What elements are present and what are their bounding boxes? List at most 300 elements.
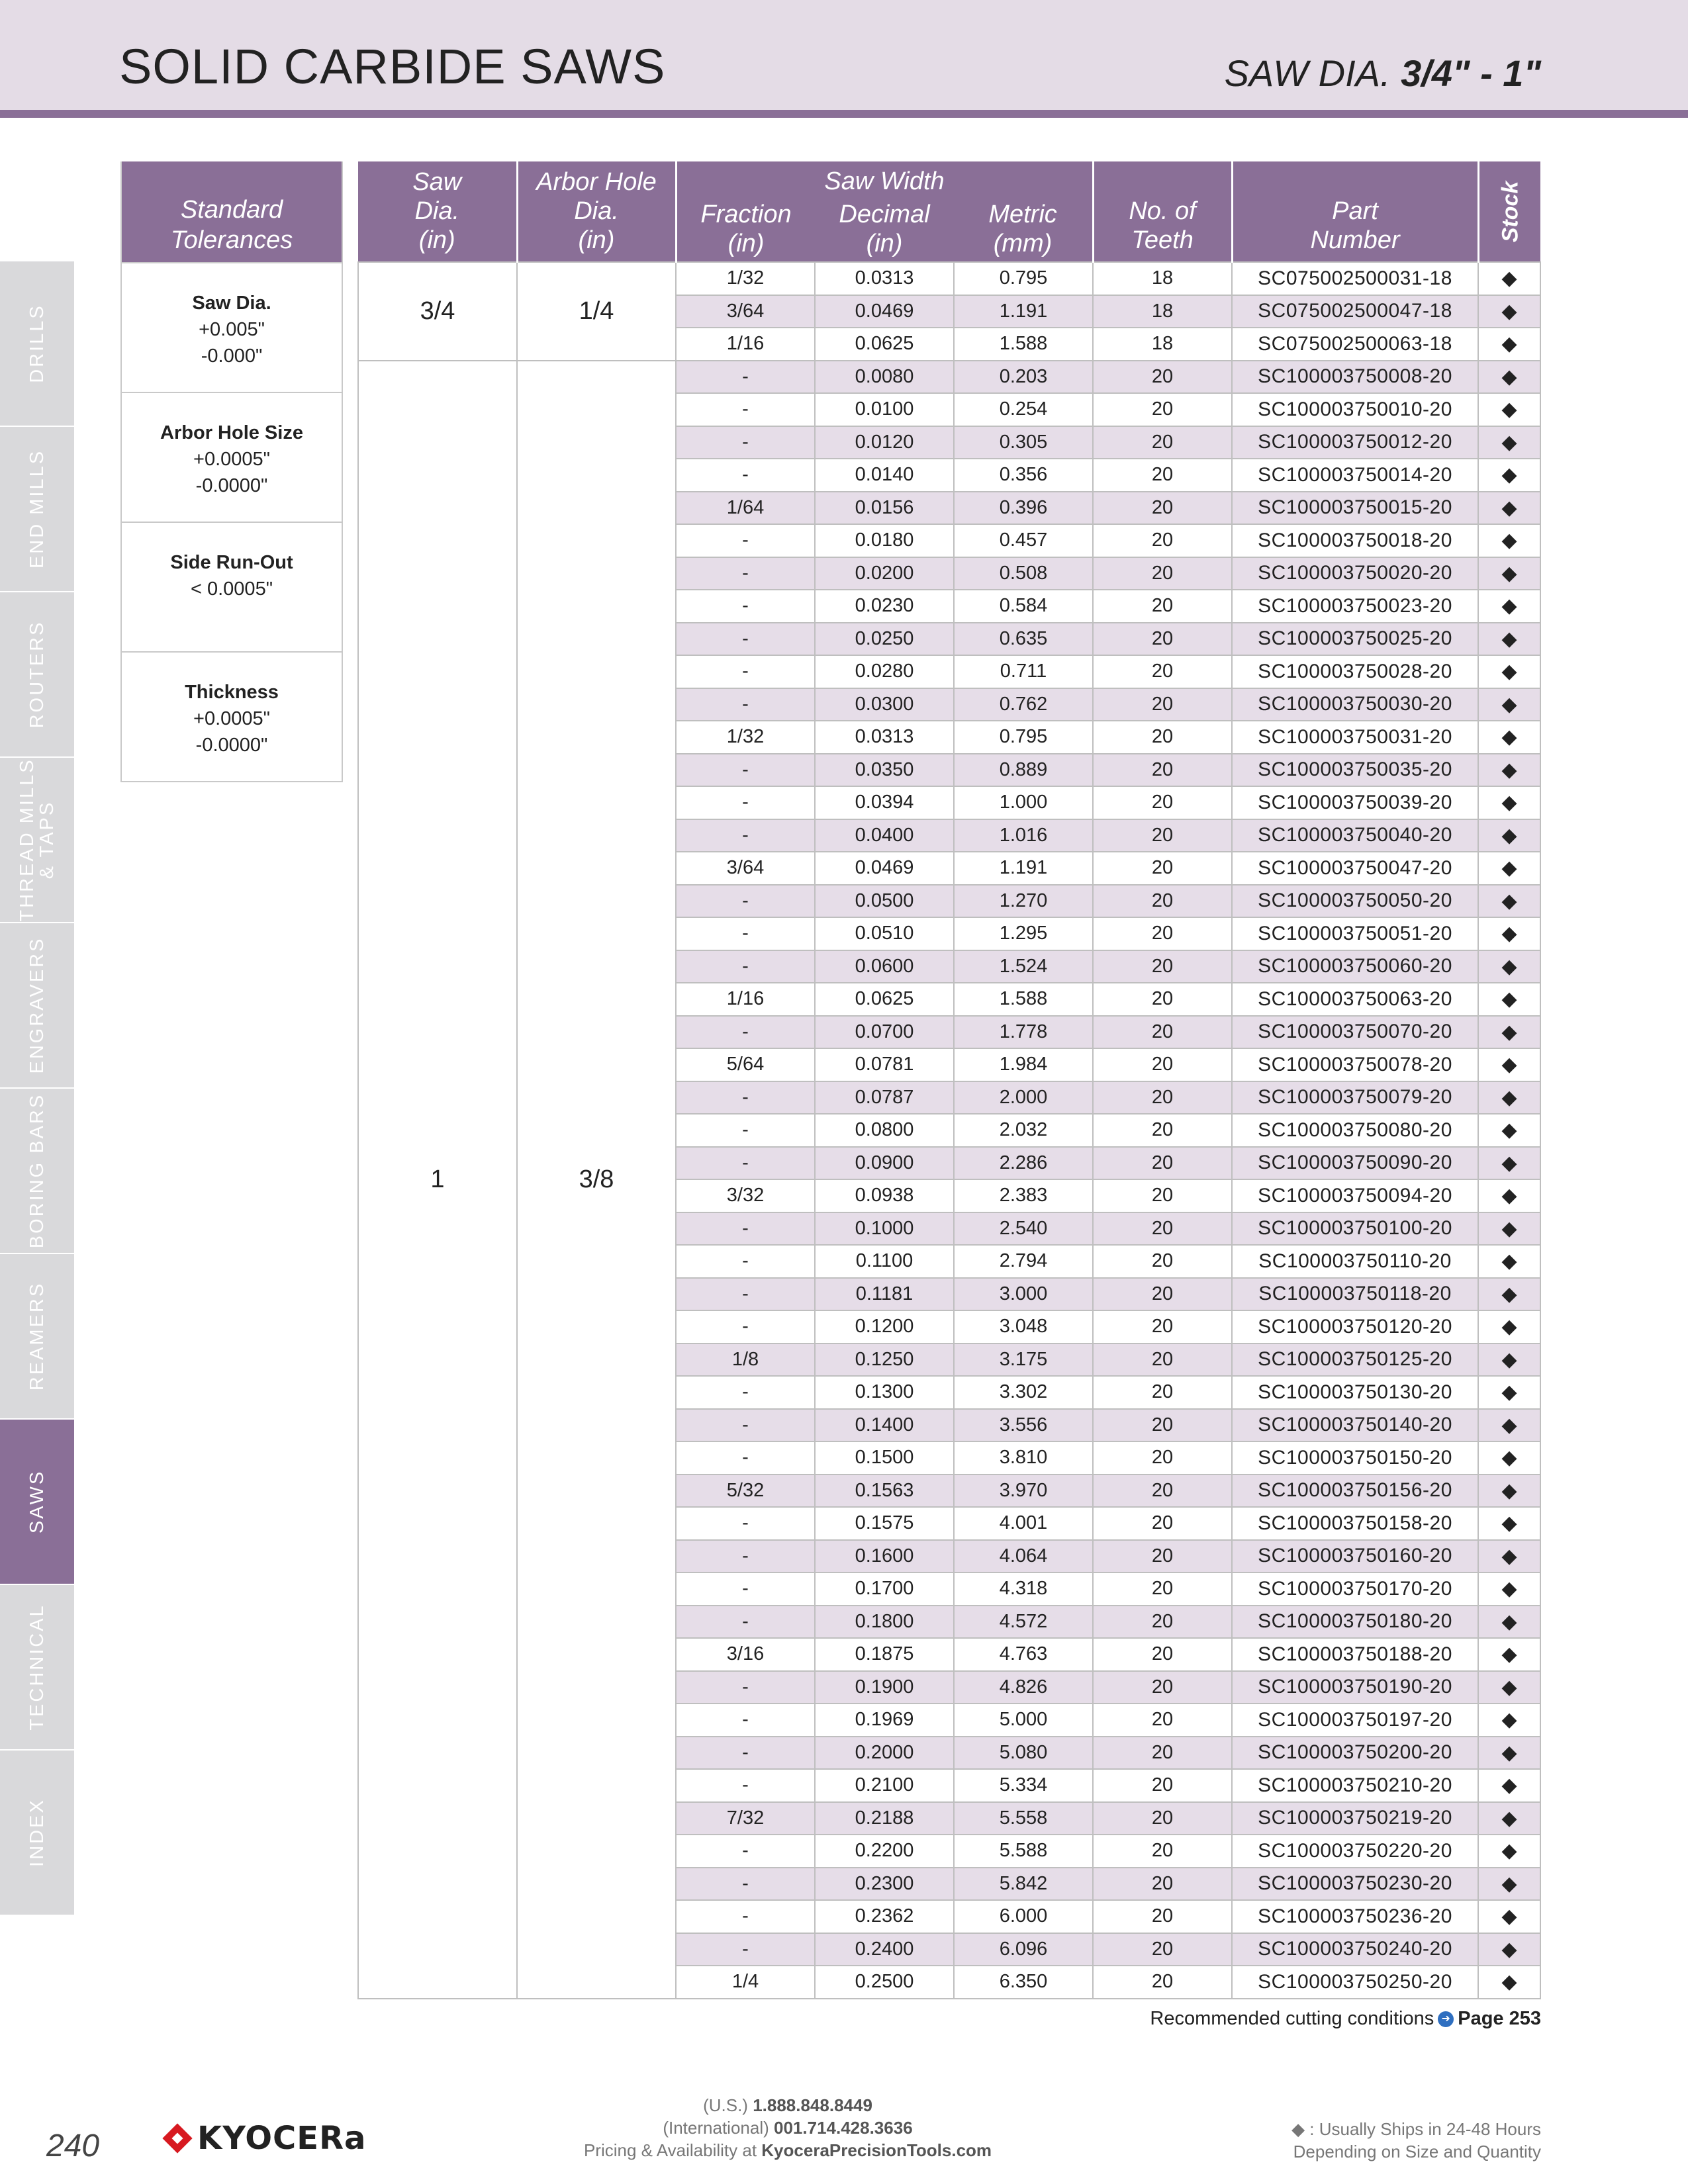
stock-diamond-icon: ◆ (1478, 1507, 1540, 1540)
website-link[interactable]: KyoceraPrecisionTools.com (761, 2140, 992, 2160)
part-number-cell: SC100003750050-20 (1232, 885, 1478, 918)
metric-cell: 4.763 (954, 1638, 1093, 1671)
stock-diamond-icon: ◆ (1478, 786, 1540, 819)
header-teeth: No. of Teeth (1093, 161, 1232, 262)
teeth-cell: 20 (1093, 1671, 1232, 1704)
decimal-cell: 0.0080 (815, 361, 954, 394)
stock-diamond-icon: ◆ (1478, 1278, 1540, 1311)
metric-cell: 1.778 (954, 1016, 1093, 1049)
tab-label-line: & TAPS (36, 800, 58, 880)
part-number-cell: SC100003750051-20 (1232, 917, 1478, 950)
metric-cell: 4.826 (954, 1671, 1093, 1704)
metric-cell: 0.635 (954, 623, 1093, 656)
fraction-cell: - (676, 655, 815, 688)
metric-cell: 2.032 (954, 1114, 1093, 1147)
decimal-cell: 0.1181 (815, 1278, 954, 1311)
stock-diamond-icon: ◆ (1478, 1016, 1540, 1049)
metric-cell: 3.556 (954, 1409, 1093, 1442)
metric-cell: 5.080 (954, 1737, 1093, 1770)
saw-dia-cell: 1 (358, 361, 517, 1999)
teeth-cell: 20 (1093, 1704, 1232, 1737)
tab-end-mills[interactable] (0, 427, 74, 591)
stock-diamond-icon: ◆ (1478, 950, 1540, 983)
fraction-cell: 1/64 (676, 492, 815, 525)
tab-label: INDEX (26, 1798, 48, 1867)
part-number-cell: SC100003750014-20 (1232, 459, 1478, 492)
stock-diamond-icon: ◆ (1478, 1212, 1540, 1246)
tab-thread-mills-taps[interactable] (0, 758, 74, 922)
teeth-cell: 18 (1093, 328, 1232, 361)
tab-reamers[interactable] (0, 1254, 74, 1418)
metric-cell: 3.970 (954, 1475, 1093, 1508)
stock-diamond-icon: ◆ (1478, 1376, 1540, 1409)
decimal-cell: 0.0469 (815, 852, 954, 885)
metric-cell: 1.000 (954, 786, 1093, 819)
fraction-cell: - (676, 1081, 815, 1115)
fraction-cell: - (676, 688, 815, 721)
teeth-cell: 20 (1093, 819, 1232, 852)
tab-label: BORING BARS (26, 1093, 48, 1249)
decimal-cell: 0.0200 (815, 557, 954, 590)
decimal-cell: 0.0938 (815, 1179, 954, 1212)
tab-label: END MILLS (26, 449, 48, 569)
metric-cell: 1.016 (954, 819, 1093, 852)
fraction-cell: - (676, 1409, 815, 1442)
stock-diamond-icon: ◆ (1478, 590, 1540, 623)
fraction-cell: 1/32 (676, 721, 815, 754)
metric-cell: 2.000 (954, 1081, 1093, 1115)
fraction-cell: 3/16 (676, 1638, 815, 1671)
fraction-cell: - (676, 1441, 815, 1475)
decimal-cell: 0.0156 (815, 492, 954, 525)
part-number-cell: SC100003750039-20 (1232, 786, 1478, 819)
tolerances-heading-line: Standard (180, 196, 283, 224)
part-number-cell: SC100003750140-20 (1232, 1409, 1478, 1442)
metric-cell: 2.540 (954, 1212, 1093, 1246)
teeth-cell: 20 (1093, 1245, 1232, 1278)
teeth-cell: 20 (1093, 983, 1232, 1016)
teeth-cell: 20 (1093, 1409, 1232, 1442)
part-number-cell: SC100003750158-20 (1232, 1507, 1478, 1540)
tab-routers[interactable] (0, 592, 74, 756)
part-number-cell: SC100003750230-20 (1232, 1868, 1478, 1901)
stock-diamond-icon: ◆ (1478, 917, 1540, 950)
teeth-cell: 20 (1093, 1540, 1232, 1573)
fraction-cell: 1/32 (676, 262, 815, 295)
part-number-cell: SC100003750188-20 (1232, 1638, 1478, 1671)
metric-cell: 0.711 (954, 655, 1093, 688)
fraction-cell: - (676, 1769, 815, 1802)
header-decimal: Decimal (in) (839, 201, 930, 257)
teeth-cell: 20 (1093, 361, 1232, 394)
fraction-cell: - (676, 1540, 815, 1573)
metric-cell: 1.295 (954, 917, 1093, 950)
fraction-cell: - (676, 786, 815, 819)
tolerances-heading-line: Tolerances (170, 226, 293, 254)
metric-cell: 0.254 (954, 393, 1093, 426)
header-metric: Metric (mm) (988, 201, 1057, 257)
fraction-cell: - (676, 754, 815, 787)
stock-diamond-icon: ◆ (1478, 1737, 1540, 1770)
part-number-cell: SC100003750031-20 (1232, 721, 1478, 754)
stock-diamond-icon: ◆ (1478, 852, 1540, 885)
decimal-cell: 0.0781 (815, 1048, 954, 1081)
teeth-cell: 20 (1093, 1441, 1232, 1475)
part-number-cell: SC075002500031-18 (1232, 262, 1478, 295)
decimal-cell: 0.0120 (815, 426, 954, 459)
teeth-cell: 20 (1093, 426, 1232, 459)
stock-diamond-icon: ◆ (1478, 1769, 1540, 1802)
metric-cell: 2.286 (954, 1147, 1093, 1180)
part-number-cell: SC100003750020-20 (1232, 557, 1478, 590)
stock-diamond-icon: ◆ (1478, 1343, 1540, 1377)
tab-index[interactable] (0, 1751, 74, 1915)
decimal-cell: 0.0400 (815, 819, 954, 852)
tab-saws[interactable] (0, 1420, 74, 1584)
tolerance-name: Side Run-Out (170, 552, 293, 573)
teeth-cell: 20 (1093, 1966, 1232, 1999)
saw-dia-cell: 3/4 (358, 262, 517, 361)
decimal-cell: 0.1600 (815, 1540, 954, 1573)
part-number-cell: SC100003750150-20 (1232, 1441, 1478, 1475)
stock-diamond-icon: ◆ (1478, 721, 1540, 754)
tab-boring-bars[interactable] (0, 1089, 74, 1253)
decimal-cell: 0.1875 (815, 1638, 954, 1671)
metric-cell: 1.191 (954, 295, 1093, 328)
decimal-cell: 0.0280 (815, 655, 954, 688)
metric-cell: 0.396 (954, 492, 1093, 525)
website-line: Pricing & Availability at KyoceraPrecisionTools.com (583, 2140, 992, 2160)
fraction-cell: 1/4 (676, 1966, 815, 1999)
decimal-cell: 0.1575 (815, 1507, 954, 1540)
teeth-cell: 20 (1093, 1081, 1232, 1115)
tolerance-item (122, 651, 342, 781)
metric-cell: 6.096 (954, 1933, 1093, 1966)
stock-diamond-icon: ◆ (1478, 754, 1540, 787)
decimal-cell: 0.2300 (815, 1868, 954, 1901)
metric-cell: 0.795 (954, 721, 1093, 754)
subtitle-range: 3/4" - 1" (1401, 52, 1541, 94)
metric-cell: 5.588 (954, 1835, 1093, 1868)
part-number-cell: SC100003750078-20 (1232, 1048, 1478, 1081)
table-row (358, 262, 1540, 295)
metric-cell: 5.334 (954, 1769, 1093, 1802)
shipping-line: Depending on Size and Quantity (1293, 2142, 1541, 2161)
recommended-conditions[interactable] (1150, 2008, 1541, 2030)
stock-diamond-icon: ◆ (1478, 1441, 1540, 1475)
stock-diamond-icon: ◆ (1478, 688, 1540, 721)
header-part-number: Part Number (1232, 161, 1478, 262)
page-number: 240 (46, 2128, 100, 2163)
decimal-cell: 0.0313 (815, 262, 954, 295)
teeth-cell: 20 (1093, 1475, 1232, 1508)
teeth-cell: 20 (1093, 786, 1232, 819)
fraction-cell: - (676, 1572, 815, 1606)
logo-text: KYOCERa (197, 2120, 367, 2157)
metric-cell: 0.889 (954, 754, 1093, 787)
fraction-cell: - (676, 393, 815, 426)
decimal-cell: 0.2188 (815, 1802, 954, 1835)
decimal-cell: 0.2400 (815, 1933, 954, 1966)
tab-label: REAMERS (26, 1281, 48, 1391)
recommend-page-link[interactable]: Page 253 (1458, 2008, 1541, 2029)
teeth-cell: 20 (1093, 524, 1232, 557)
tab-label (17, 758, 57, 921)
tab-label-line: THREAD MILLS (17, 758, 38, 922)
tab-label: SAWS (26, 1469, 48, 1534)
teeth-cell: 20 (1093, 393, 1232, 426)
tolerance-value: +0.005" (199, 319, 265, 340)
tab-label: ROUTERS (26, 620, 48, 729)
stock-diamond-icon: ◆ (1478, 1245, 1540, 1278)
tab-technical[interactable] (0, 1585, 74, 1749)
part-number-cell: SC100003750100-20 (1232, 1212, 1478, 1246)
decimal-cell: 0.0800 (815, 1114, 954, 1147)
page-header (0, 0, 1688, 110)
decimal-cell: 0.1900 (815, 1671, 954, 1704)
fraction-cell: - (676, 426, 815, 459)
metric-cell: 0.795 (954, 262, 1093, 295)
stock-diamond-icon: ◆ (1478, 426, 1540, 459)
part-number-cell: SC100003750023-20 (1232, 590, 1478, 623)
metric-cell: 2.794 (954, 1245, 1093, 1278)
teeth-cell: 20 (1093, 1572, 1232, 1606)
fraction-cell: - (676, 1507, 815, 1540)
teeth-cell: 20 (1093, 492, 1232, 525)
decimal-cell: 0.0230 (815, 590, 954, 623)
table-header-row (358, 161, 1540, 262)
stock-diamond-icon: ◆ (1478, 295, 1540, 328)
stock-diamond-icon: ◆ (1478, 1572, 1540, 1606)
stock-diamond-icon: ◆ (1478, 328, 1540, 361)
part-number-cell: SC100003750210-20 (1232, 1769, 1478, 1802)
metric-cell: 0.203 (954, 361, 1093, 394)
metric-cell: 4.001 (954, 1507, 1093, 1540)
fraction-cell: - (676, 1933, 815, 1966)
decimal-cell: 0.1700 (815, 1572, 954, 1606)
table-row (358, 361, 1540, 394)
decimal-cell: 0.1100 (815, 1245, 954, 1278)
teeth-cell: 20 (1093, 1835, 1232, 1868)
stock-diamond-icon: ◆ (1478, 1310, 1540, 1343)
part-number-cell: SC100003750070-20 (1232, 1016, 1478, 1049)
decimal-cell: 0.2362 (815, 1900, 954, 1933)
part-number-cell: SC100003750047-20 (1232, 852, 1478, 885)
part-number-cell: SC100003750240-20 (1232, 1933, 1478, 1966)
page-title: SOLID CARBIDE SAWS (119, 39, 666, 94)
teeth-cell: 20 (1093, 1900, 1232, 1933)
fraction-cell: 3/64 (676, 295, 815, 328)
table-body (358, 262, 1540, 1999)
header-fraction: Fraction (in) (700, 201, 792, 257)
decimal-cell: 0.0600 (815, 950, 954, 983)
metric-cell: 3.810 (954, 1441, 1093, 1475)
stock-diamond-icon: ◆ (1478, 1114, 1540, 1147)
decimal-cell: 0.2500 (815, 1966, 954, 1999)
stock-diamond-icon: ◆ (1478, 1704, 1540, 1737)
intl-phone-line: (International) 001.714.428.3636 (663, 2118, 913, 2138)
tolerance-name: Arbor Hole Size (160, 422, 303, 443)
tab-engravers[interactable] (0, 923, 74, 1087)
stock-diamond-icon: ◆ (1478, 1081, 1540, 1115)
part-number-cell: SC100003750200-20 (1232, 1737, 1478, 1770)
teeth-cell: 20 (1093, 885, 1232, 918)
fraction-cell: - (676, 1606, 815, 1639)
fraction-cell: - (676, 1671, 815, 1704)
decimal-cell: 0.1000 (815, 1212, 954, 1246)
stock-diamond-icon: ◆ (1478, 1671, 1540, 1704)
part-number-cell: SC100003750010-20 (1232, 393, 1478, 426)
shipping-line: ◆ : Usually Ships in 24-48 Hours (1291, 2119, 1541, 2139)
decimal-cell: 0.2000 (815, 1737, 954, 1770)
fraction-cell: 1/16 (676, 983, 815, 1016)
part-number-cell: SC100003750190-20 (1232, 1671, 1478, 1704)
teeth-cell: 20 (1093, 459, 1232, 492)
teeth-cell: 20 (1093, 1638, 1232, 1671)
metric-cell: 3.175 (954, 1343, 1093, 1377)
fraction-cell: - (676, 623, 815, 656)
tolerance-item (122, 262, 342, 392)
tolerance-name: Thickness (185, 682, 279, 703)
decimal-cell: 0.0625 (815, 983, 954, 1016)
fraction-cell: - (676, 1835, 815, 1868)
stock-diamond-icon: ◆ (1478, 1147, 1540, 1180)
stock-diamond-icon: ◆ (1478, 459, 1540, 492)
stock-diamond-icon: ◆ (1478, 1900, 1540, 1933)
stock-diamond-icon: ◆ (1478, 1409, 1540, 1442)
decimal-cell: 0.2100 (815, 1769, 954, 1802)
teeth-cell: 20 (1093, 688, 1232, 721)
contact-info (576, 2094, 1000, 2161)
us-phone-line: (U.S.) 1.888.848.8449 (703, 2095, 872, 2115)
stock-diamond-icon: ◆ (1478, 1638, 1540, 1671)
metric-cell: 1.588 (954, 328, 1093, 361)
teeth-cell: 20 (1093, 623, 1232, 656)
decimal-cell: 0.0900 (815, 1147, 954, 1180)
part-number-cell: SC100003750160-20 (1232, 1540, 1478, 1573)
header-saw-width (676, 161, 1093, 262)
stock-diamond-icon: ◆ (1478, 1933, 1540, 1966)
fraction-cell: - (676, 1737, 815, 1770)
fraction-cell: - (676, 590, 815, 623)
stock-diamond-icon: ◆ (1478, 983, 1540, 1016)
fraction-cell: - (676, 819, 815, 852)
page-subtitle (1225, 52, 1541, 95)
fraction-cell: - (676, 950, 815, 983)
teeth-cell: 20 (1093, 1737, 1232, 1770)
fraction-cell: - (676, 1278, 815, 1311)
saws-table (357, 161, 1541, 1999)
fraction-cell: - (676, 1704, 815, 1737)
tolerance-value: < 0.0005" (191, 578, 273, 600)
metric-cell: 1.270 (954, 885, 1093, 918)
teeth-cell: 20 (1093, 655, 1232, 688)
metric-cell: 4.064 (954, 1540, 1093, 1573)
decimal-cell: 0.0350 (815, 754, 954, 787)
teeth-cell: 20 (1093, 950, 1232, 983)
section-tabs (0, 261, 74, 1916)
stock-diamond-icon: ◆ (1478, 262, 1540, 295)
teeth-cell: 20 (1093, 852, 1232, 885)
decimal-cell: 0.1563 (815, 1475, 954, 1508)
fraction-cell: - (676, 1868, 815, 1901)
teeth-cell: 18 (1093, 295, 1232, 328)
teeth-cell: 18 (1093, 262, 1232, 295)
teeth-cell: 20 (1093, 1769, 1232, 1802)
header-saw-width-title: Saw Width (824, 167, 945, 195)
metric-cell: 1.524 (954, 950, 1093, 983)
stock-diamond-icon: ◆ (1478, 1868, 1540, 1901)
decimal-cell: 0.0313 (815, 721, 954, 754)
decimal-cell: 0.0100 (815, 393, 954, 426)
fraction-cell: 5/32 (676, 1475, 815, 1508)
teeth-cell: 20 (1093, 1212, 1232, 1246)
fraction-cell: 5/64 (676, 1048, 815, 1081)
part-number-cell: SC100003750110-20 (1232, 1245, 1478, 1278)
decimal-cell: 0.0700 (815, 1016, 954, 1049)
teeth-cell: 20 (1093, 1048, 1232, 1081)
fraction-cell: - (676, 524, 815, 557)
decimal-cell: 0.1200 (815, 1310, 954, 1343)
decimal-cell: 0.1969 (815, 1704, 954, 1737)
arbor-hole-cell: 3/8 (517, 361, 676, 1999)
teeth-cell: 20 (1093, 1278, 1232, 1311)
fraction-cell: - (676, 557, 815, 590)
decimal-cell: 0.0140 (815, 459, 954, 492)
part-number-cell: SC100003750063-20 (1232, 983, 1478, 1016)
teeth-cell: 20 (1093, 1606, 1232, 1639)
header-saw-dia: Saw Dia. (in) (358, 161, 517, 262)
decimal-cell: 0.1500 (815, 1441, 954, 1475)
part-number-cell: SC100003750219-20 (1232, 1802, 1478, 1835)
part-number-cell: SC100003750130-20 (1232, 1376, 1478, 1409)
stock-diamond-icon: ◆ (1478, 819, 1540, 852)
part-number-cell: SC100003750118-20 (1232, 1278, 1478, 1311)
arbor-hole-cell: 1/4 (517, 262, 676, 361)
part-number-cell: SC100003750015-20 (1232, 492, 1478, 525)
decimal-cell: 0.0394 (815, 786, 954, 819)
decimal-cell: 0.1250 (815, 1343, 954, 1377)
decimal-cell: 0.0500 (815, 885, 954, 918)
tolerance-value: +0.0005" (193, 708, 270, 729)
stock-diamond-icon: ◆ (1478, 655, 1540, 688)
fraction-cell: 7/32 (676, 1802, 815, 1835)
metric-cell: 4.572 (954, 1606, 1093, 1639)
part-number-cell: SC100003750180-20 (1232, 1606, 1478, 1639)
shipping-note (1291, 2118, 1541, 2163)
part-number-cell: SC100003750030-20 (1232, 688, 1478, 721)
metric-cell: 0.356 (954, 459, 1093, 492)
fraction-cell: - (676, 885, 815, 918)
teeth-cell: 20 (1093, 590, 1232, 623)
fraction-cell: 3/32 (676, 1179, 815, 1212)
teeth-cell: 20 (1093, 1868, 1232, 1901)
teeth-cell: 20 (1093, 1114, 1232, 1147)
metric-cell: 3.302 (954, 1376, 1093, 1409)
decimal-cell: 0.2200 (815, 1835, 954, 1868)
decimal-cell: 0.1300 (815, 1376, 954, 1409)
recommend-text: Recommended cutting conditions (1150, 2008, 1434, 2029)
part-number-cell: SC075002500047-18 (1232, 295, 1478, 328)
metric-cell: 5.558 (954, 1802, 1093, 1835)
metric-cell: 0.457 (954, 524, 1093, 557)
fraction-cell: - (676, 1147, 815, 1180)
header-divider (0, 110, 1688, 118)
part-number-cell: SC100003750120-20 (1232, 1310, 1478, 1343)
tab-drills[interactable] (0, 261, 74, 426)
fraction-cell: - (676, 1114, 815, 1147)
metric-cell: 2.383 (954, 1179, 1093, 1212)
